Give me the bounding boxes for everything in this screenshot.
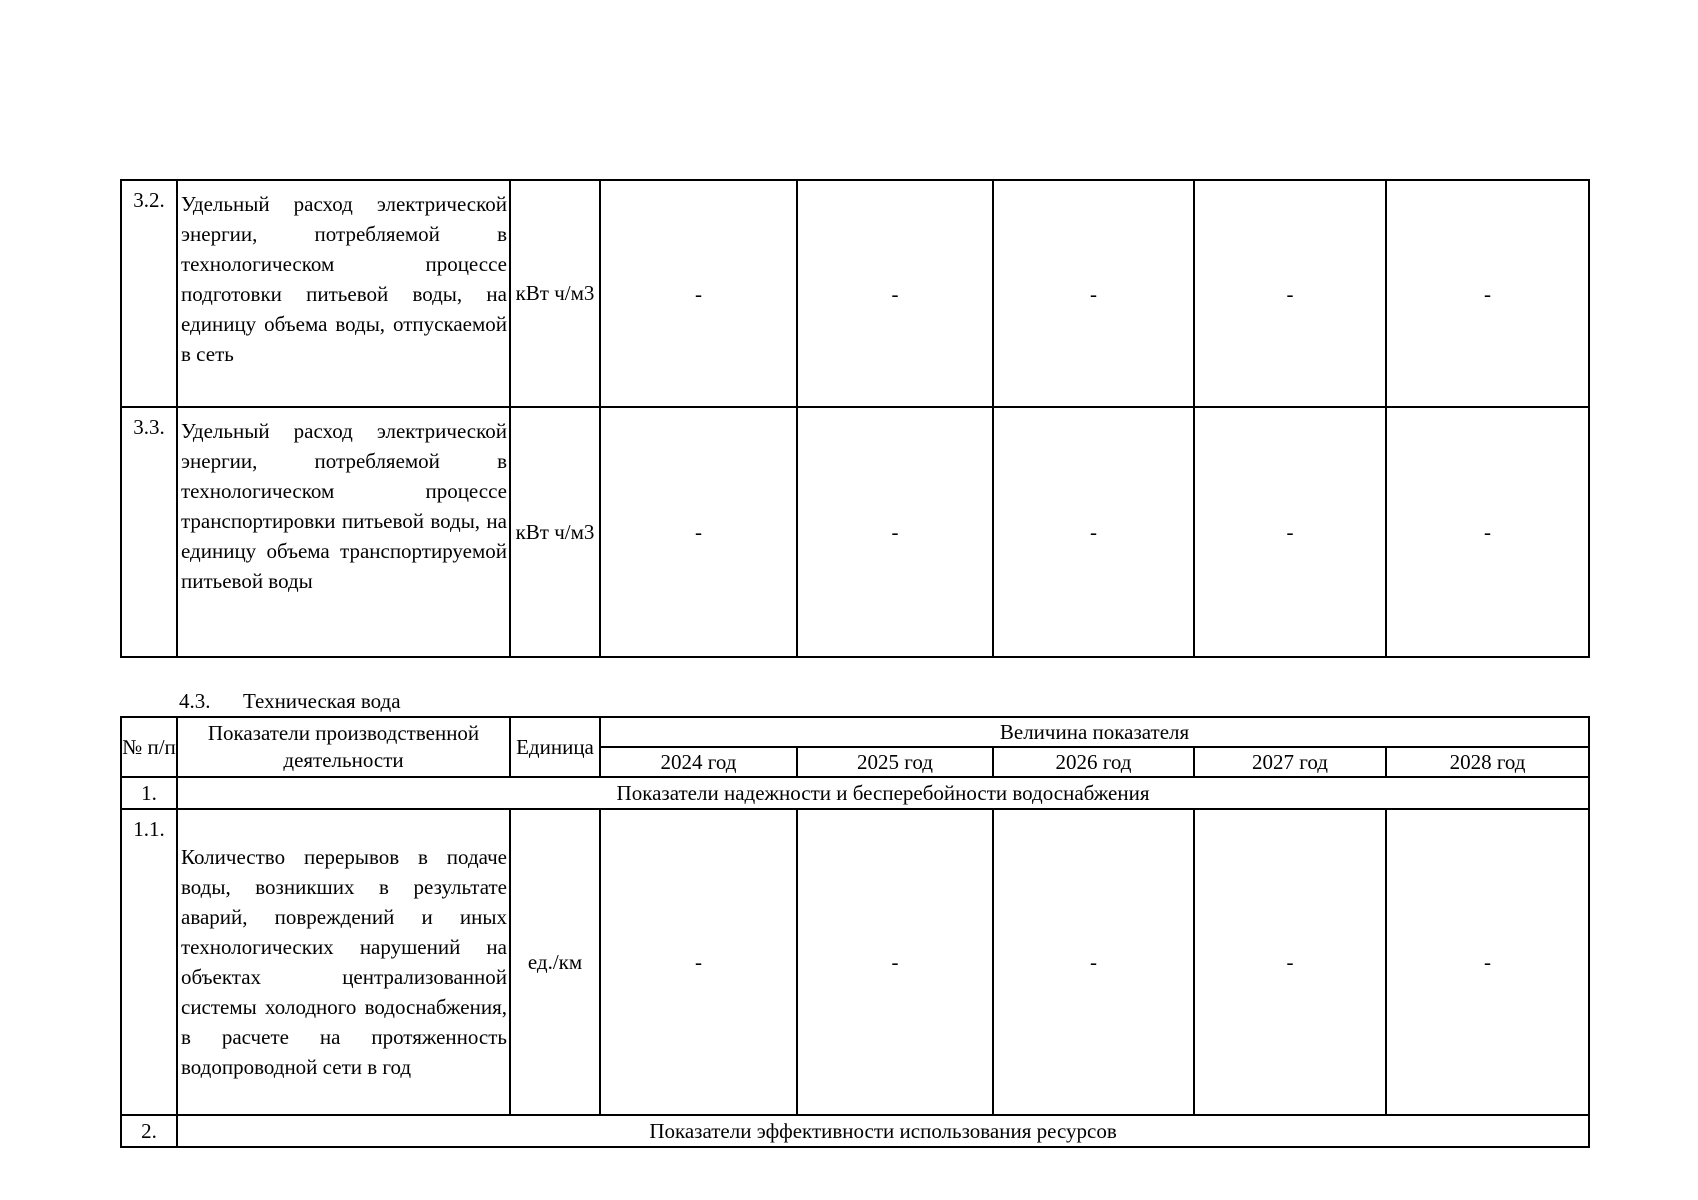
group-row	[121, 1115, 1589, 1147]
indicator-description: Удельный расход электрической энергии, потребляемой в технологическом процессе подготовки питьевой воды, на единицу объема воды, отпускаемой в сеть	[177, 180, 510, 407]
table-row	[121, 180, 1589, 407]
header-year-2028: 2028 год	[1386, 747, 1589, 777]
value-2028: -	[1386, 809, 1589, 1115]
value-2024: -	[600, 407, 797, 657]
table-row	[121, 407, 1589, 657]
indicator-description: Количество перерывов в подаче воды, возникших в результате аварий, повреждений и иных технологических нарушений на объектах централизованной системы холодного водоснабжения, в расчете на протяженность водопроводной сети в год	[177, 809, 510, 1115]
value-2025: -	[797, 809, 993, 1115]
value-2028: -	[1386, 407, 1589, 657]
header-year-2025: 2025 год	[797, 747, 993, 777]
value-2027: -	[1194, 809, 1386, 1115]
row-number: 1.1.	[121, 809, 177, 1115]
value-2027: -	[1194, 180, 1386, 407]
table-row	[121, 809, 1589, 1115]
section-heading	[179, 687, 401, 715]
section-title: Техническая вода	[243, 689, 401, 713]
indicators-table-continuation	[120, 179, 1590, 658]
row-number: 1.	[121, 777, 177, 809]
header-indicator: Показатели производственной деятельности	[177, 717, 510, 777]
header-year-2027: 2027 год	[1194, 747, 1386, 777]
row-number: 2.	[121, 1115, 177, 1147]
unit-cell: ед./км	[510, 809, 600, 1115]
value-2025: -	[797, 407, 993, 657]
section-number: 4.3.	[179, 689, 211, 713]
row-number: 3.2.	[121, 180, 177, 407]
technical-water-table	[120, 716, 1590, 1148]
row-number: 3.3.	[121, 407, 177, 657]
group-title: Показатели надежности и бесперебойности водоснабжения	[177, 777, 1589, 809]
group-row	[121, 777, 1589, 809]
value-2024: -	[600, 809, 797, 1115]
header-year-2026: 2026 год	[993, 747, 1194, 777]
value-2026: -	[993, 809, 1194, 1115]
unit-cell: кВт ч/м3	[510, 407, 600, 657]
header-unit: Единица	[510, 717, 600, 777]
value-2024: -	[600, 180, 797, 407]
value-2026: -	[993, 180, 1194, 407]
group-title: Показатели эффективности использования ресурсов	[177, 1115, 1589, 1147]
header-num: № п/п	[121, 717, 177, 777]
value-2025: -	[797, 180, 993, 407]
unit-cell: кВт ч/м3	[510, 180, 600, 407]
header-value-group: Величина показателя	[600, 717, 1589, 747]
value-2028: -	[1386, 180, 1589, 407]
value-2026: -	[993, 407, 1194, 657]
header-year-2024: 2024 год	[600, 747, 797, 777]
header-row	[121, 717, 1589, 747]
indicator-description: Удельный расход электрической энергии, потребляемой в технологическом процессе транспортировки питьевой воды, на единицу объема транспортируемой питьевой воды	[177, 407, 510, 657]
value-2027: -	[1194, 407, 1386, 657]
